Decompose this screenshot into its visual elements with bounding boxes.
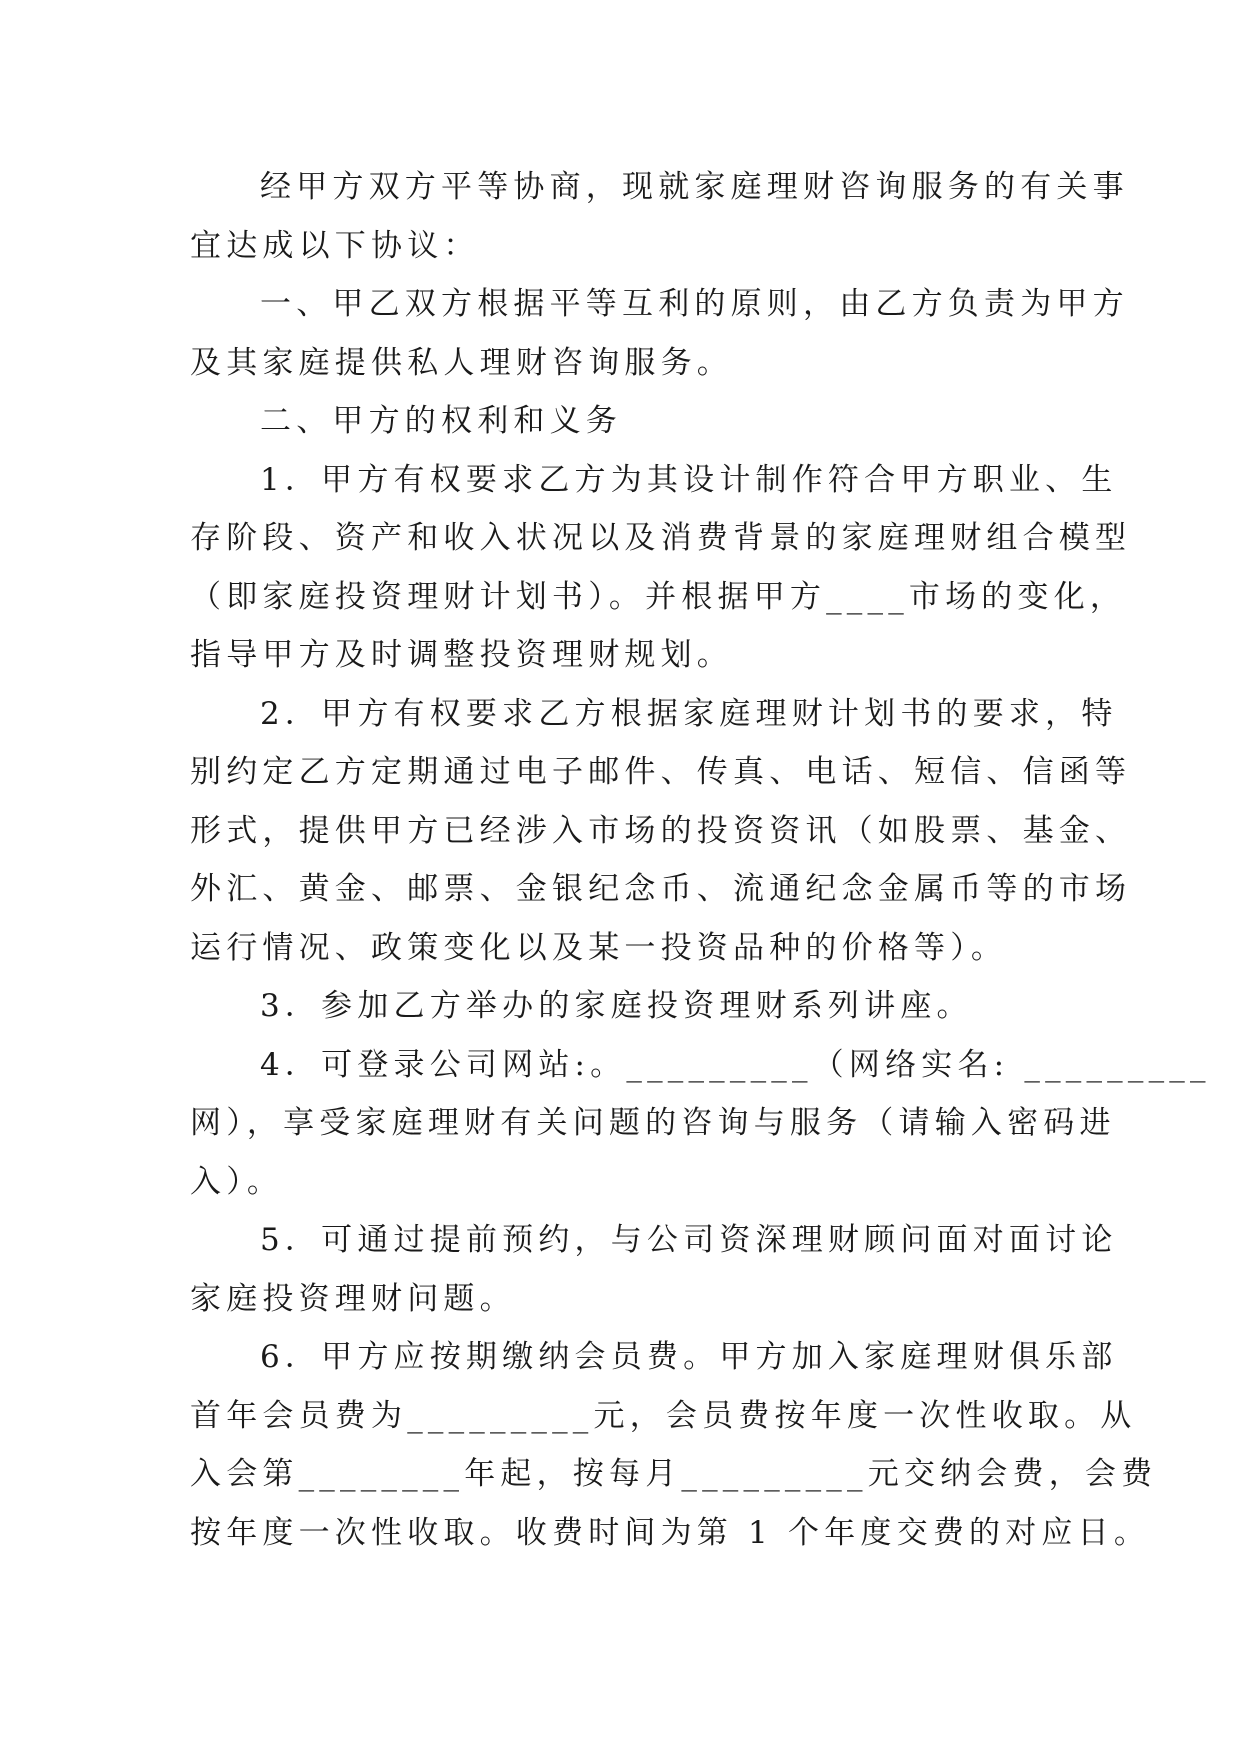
paragraph-item-2 [190, 685, 1132, 978]
document-body [190, 158, 1211, 1562]
paragraph-item-3 [190, 977, 1070, 1036]
text-line: 存阶段、资产和收入状况以及消费背景的家庭理财组合模型 [190, 520, 1132, 556]
text-line: 形式，提供甲方已经涉入市场的投资资讯（如股票、基金、 [190, 812, 1132, 849]
text-line: 及其家庭提供私人理财咨询服务。 [190, 344, 733, 381]
text-line: 外汇、黄金、邮票、金银纪念币、流通纪念金属币等的市场 [190, 871, 1132, 907]
paragraph-item-6 [190, 1328, 1158, 1562]
text-line: 5．可通过提前预约，与公司资深理财顾问面对面讨论 [260, 1222, 1118, 1258]
paragraph-clause-1 [190, 275, 1129, 392]
text-line: 入会第________年起，按每月_________元交纳会费，会费 [190, 1456, 1158, 1492]
paragraph-item-1 [190, 451, 1132, 685]
paragraph-clause-2-heading [190, 392, 1070, 451]
text-line: 网），享受家庭理财有关问题的咨询与服务（请输入密码进 [190, 1105, 1116, 1141]
text-line: 别约定乙方定期通过电子邮件、传真、电话、短信、信函等 [190, 754, 1132, 790]
text-line: 一、甲乙双方根据平等互利的原则，由乙方负责为甲方 [260, 286, 1129, 322]
text-line: 入）。 [190, 1163, 284, 1200]
text-line: 按年度一次性收取。收费时间为第 1 个年度交费的对应日。 [190, 1514, 1151, 1551]
text-line: 指导甲方及时调整投资理财规划。 [190, 637, 733, 673]
paragraph-item-5 [190, 1211, 1118, 1328]
text-line: 家庭投资理财问题。 [190, 1280, 516, 1317]
text-line: （即家庭投资理财计划书）。并根据甲方____市场的变化， [190, 578, 1127, 615]
paragraph-item-4 [190, 1036, 1211, 1212]
text-line: 经甲方双方平等协商，现就家庭理财咨询服务的有关事 [260, 169, 1129, 205]
text-line: 6．甲方应按期缴纳会员费。甲方加入家庭理财俱乐部 [260, 1339, 1118, 1375]
text-line: 宜达成以下协议： [190, 227, 480, 264]
text-line: 运行情况、政策变化以及某一投资品种的价格等）。 [190, 929, 1008, 966]
text-line: 3．参加乙方举办的家庭投资理财系列讲座。 [260, 988, 973, 1024]
text-line: 2．甲方有权要求乙方根据家庭理财计划书的要求，特 [260, 695, 1118, 732]
section-heading: 二、甲方的权利和义务 [260, 403, 622, 439]
text-line: 首年会员费为_________元，会员费按年度一次性收取。从 [190, 1397, 1137, 1434]
text-line: 4．可登录公司网站:。_________（网络实名: _________ [260, 1046, 1211, 1083]
text-line: 1．甲方有权要求乙方为其设计制作符合甲方职业、生 [260, 461, 1118, 498]
paragraph-intro [190, 158, 1129, 275]
